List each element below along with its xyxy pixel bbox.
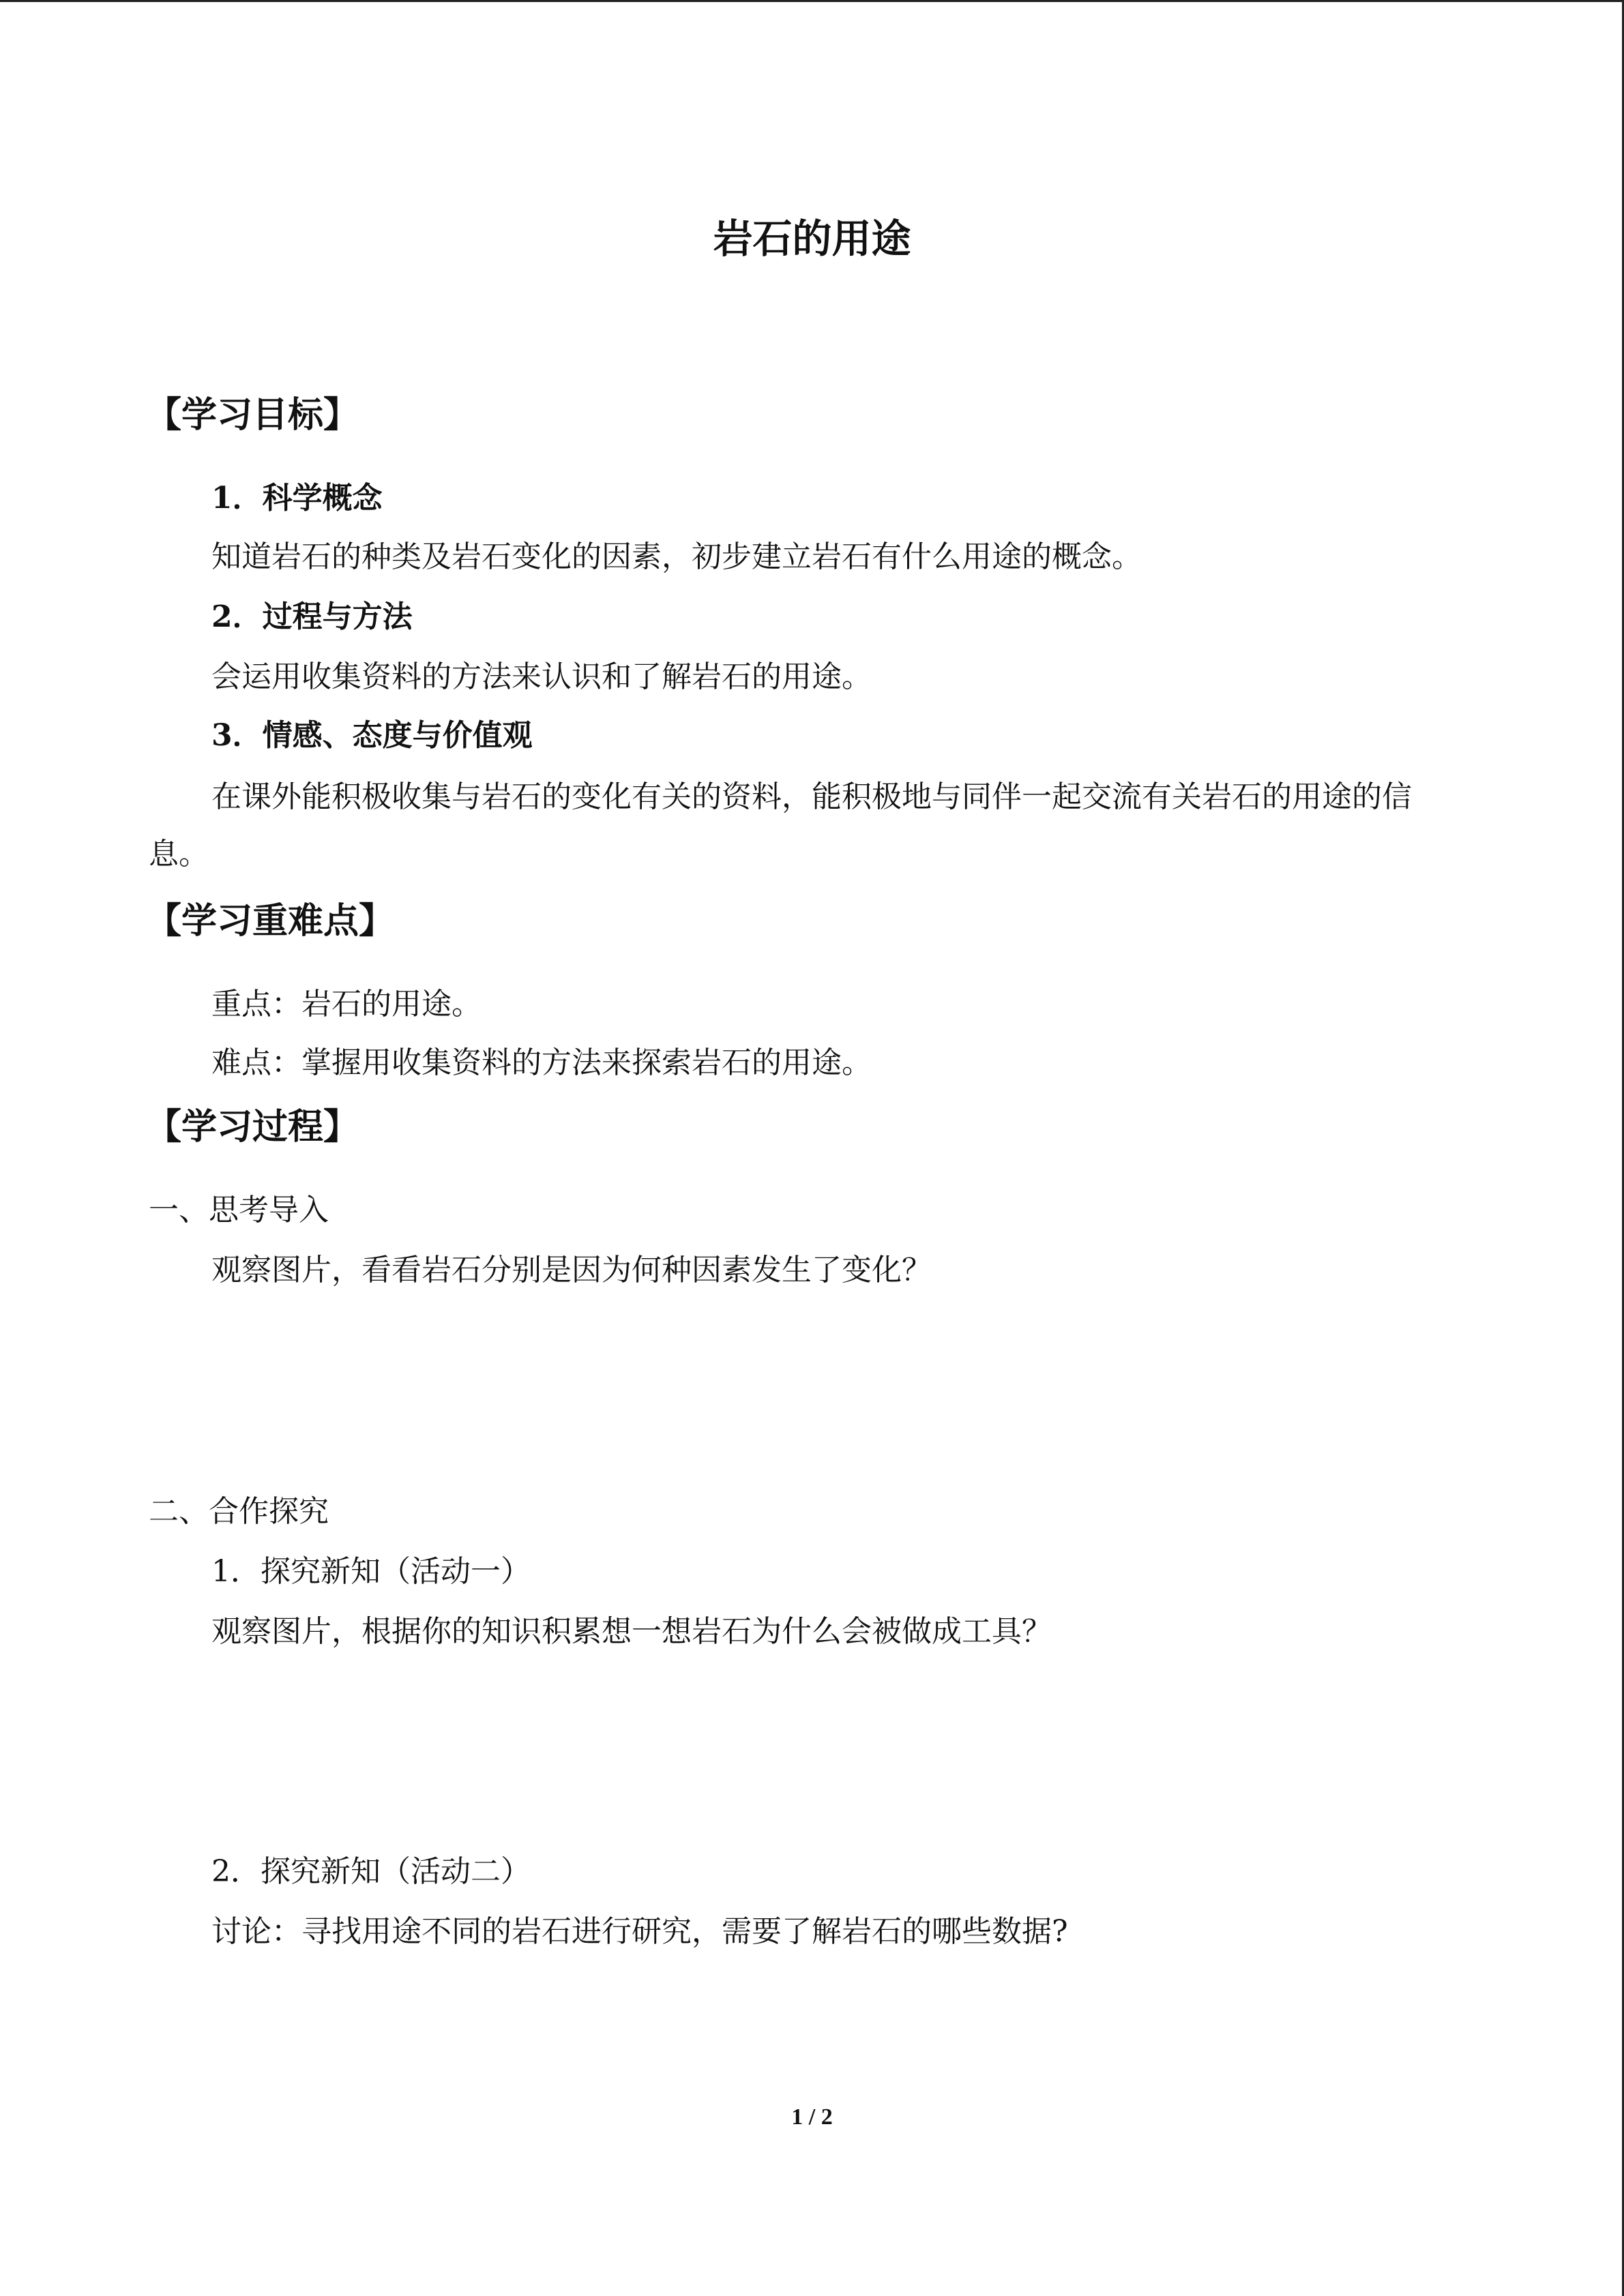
page-title: 岩石的用途 [713,215,911,262]
objective-3-text: 在课外能积极收集与岩石的变化有关的资料，能积极地与同伴一起交流有关岩石的用途的信息。 [149,779,1412,871]
key-point-focus: 重点：岩石的用途。 [211,987,482,1022]
process-part2-title: 二、合作探究 [149,1494,329,1529]
activity-1-title: 1．探究新知（活动一） [211,1554,531,1589]
objective-1-title: 1．科学概念 [211,481,383,516]
page-number: 1 / 2 [791,2104,833,2130]
process-part1-title: 一、思考导入 [149,1193,329,1227]
objective-2-title: 2．过程与方法 [211,599,413,634]
key-points-heading: 【学习重难点】 [146,900,395,942]
activity-1-text: 观察图片，根据你的知识积累想一想岩石为什么会被做成工具？ [211,1614,1052,1649]
objective-1-text: 知道岩石的种类及岩石变化的因素，初步建立岩石有什么用途的概念。 [211,539,1142,574]
process-heading: 【学习过程】 [146,1106,359,1148]
objectives-heading: 【学习目标】 [146,394,359,436]
activity-2-title: 2．探究新知（活动二） [211,1854,531,1889]
key-point-difficulty: 难点：掌握用收集资料的方法来探索岩石的用途。 [211,1045,872,1080]
objective-2-text: 会运用收集资料的方法来认识和了解岩石的用途。 [211,659,872,694]
activity-2-text: 讨论：寻找用途不同的岩石进行研究，需要了解岩石的哪些数据? [211,1914,1068,1949]
process-part1-text: 观察图片，看看岩石分别是因为何种因素发生了变化？ [211,1253,932,1287]
objective-3-title: 3．情感、态度与价值观 [211,718,533,753]
